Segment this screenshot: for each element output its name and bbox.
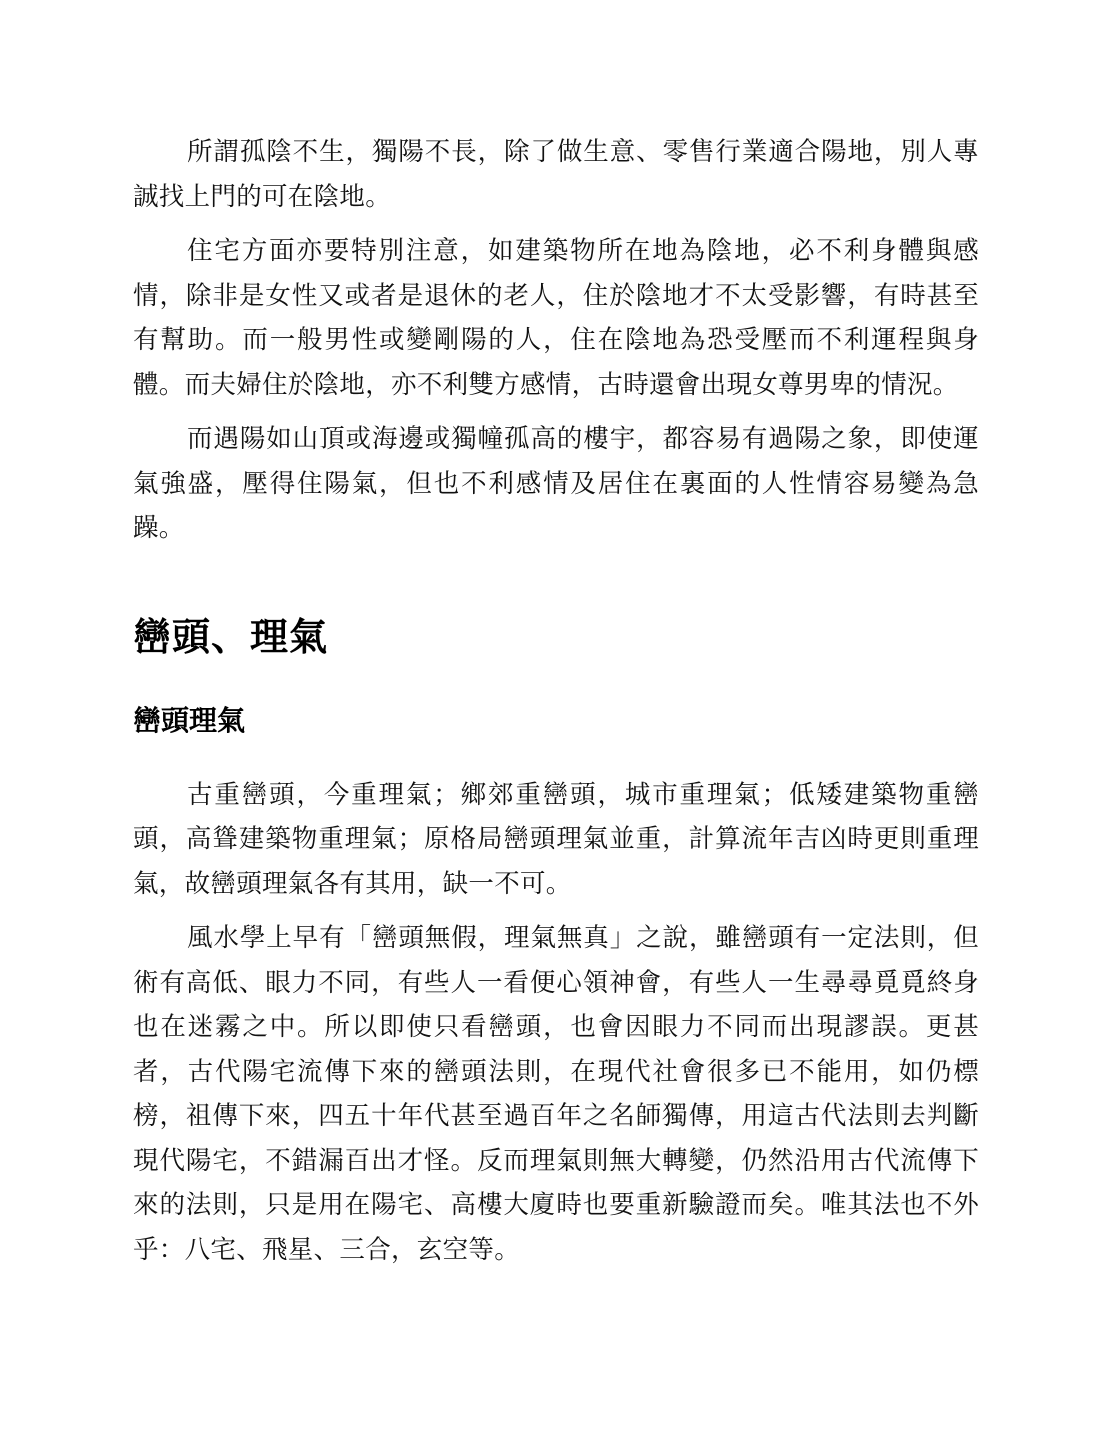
paragraph-yin-yang: 所謂孤陰不生，獨陽不長，除了做生意、零售行業適合陽地，別人專誠找上門的可在陰地。 (133, 137, 979, 212)
subsection-heading: 巒頭理氣 (133, 703, 246, 737)
paragraph-ancient-modern: 古重巒頭，今重理氣；鄉郊重巒頭，城市重理氣；低矮建築物重巒頭，高聳建築物重理氣；原格局巒頭理氣並重，計算流年吉凶時更則重理氣，故巒頭理氣各有其用，缺一不可。 (133, 779, 979, 899)
paragraph-residence: 住宅方面亦要特別注意，如建築物所在地為陰地，必不利身體與感情，除非是女性又或者是退休的老人，住於陰地才不太受影響，有時甚至有幫助。而一般男性或變剛陽的人，住在陰地為恐受壓而不利運程與身體。而夫婦住於陰地，亦不利雙方感情，古時還會出現女尊男卑的情況。 (133, 236, 979, 400)
paragraph-excess-yang: 而遇陽如山頂或海邊或獨幢孤高的樓宇，都容易有過陽之象，即使運氣強盛，壓得住陽氣，但也不利感情及居住在裏面的人性情容易變為急躁。 (133, 424, 979, 543)
page-content (133, 130, 979, 1282)
paragraph-fengshui-methods: 風水學上早有「巒頭無假，理氣無真」之說，雖巒頭有一定法則，但術有高低、眼力不同，有些人一看便心領神會，有些人一生尋尋覓覓終身也在迷霧之中。所以即使只看巒頭，也會因眼力不同而出現謬誤。更甚者，古代陽宅流傳下來的巒頭法則，在現代社會很多已不能用，如仍標榜，祖傳下來，四五十年代甚至過百年之名師獨傳，用這古代法則去判斷現代陽宅，不錯漏百出才怪。反而理氣則無大轉變，仍然沿用古代流傳下來的法則，只是用在陽宅、高樓大廈時也要重新驗證而矣。唯其法也不外乎：八宅、飛星、三合，玄空等。 (133, 923, 979, 1265)
section-heading: 巒頭、理氣 (133, 614, 329, 659)
